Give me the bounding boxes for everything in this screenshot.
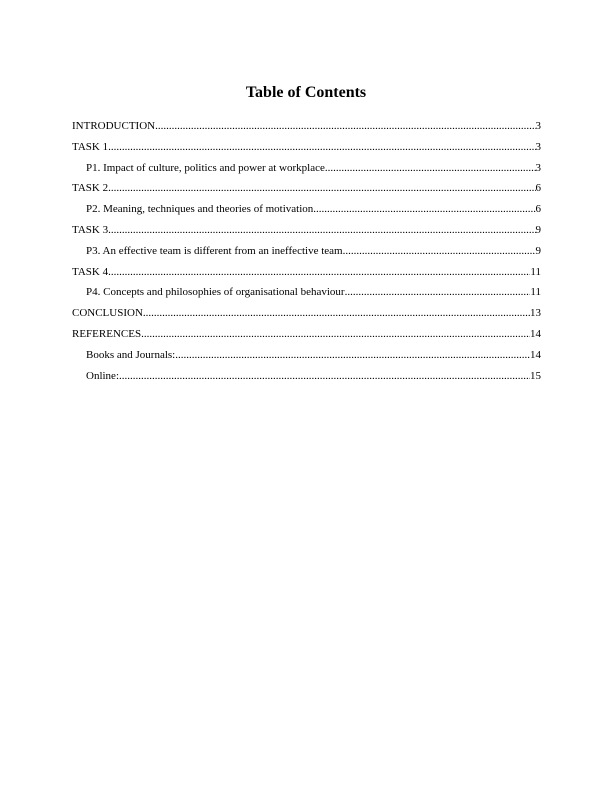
toc-entry-page: 14 [530,327,541,340]
toc-entry-p2[interactable] [72,199,541,220]
toc-entry-label: CONCLUSION [72,307,143,320]
dot-leader [143,303,530,324]
dot-leader [108,220,535,241]
toc-entry-label: Online: [86,369,119,382]
dot-leader [175,345,530,366]
toc-entry-label: P4. Concepts and philosophies of organisational behaviour [86,286,345,299]
toc-entry-task-1[interactable] [72,137,541,158]
toc-entry-books-and-journals[interactable] [72,345,541,366]
dot-leader [108,262,530,283]
dot-leader [119,366,530,387]
toc-entry-page: 6 [535,203,541,216]
dot-leader [108,178,535,199]
dot-leader [155,116,535,137]
toc-entry-p1[interactable] [72,158,541,179]
toc-entry-task-4[interactable] [72,262,541,283]
toc-entry-page: 11 [530,265,541,278]
toc-entry-page: 3 [535,140,541,153]
toc-entry-label: P3. An effective team is different from an ineffective team [86,244,343,257]
toc-entry-page: 6 [535,182,541,195]
toc-entry-p4[interactable] [72,282,541,303]
toc-entry-label: REFERENCES [72,327,142,340]
toc-entry-label: P1. Impact of culture, politics and power at workplace [86,161,325,174]
dot-leader [141,324,530,345]
toc-entry-task-2[interactable] [72,178,541,199]
dot-leader [108,137,535,158]
toc-entry-references[interactable] [72,324,541,345]
toc-entry-page: 3 [535,161,541,174]
toc-entry-label: Books and Journals: [86,348,176,361]
toc-entry-page: 9 [535,244,541,257]
toc-entry-introduction[interactable] [72,116,541,137]
dot-leader [325,158,536,179]
toc-entry-page: 3 [535,120,541,132]
toc-entry-task-3[interactable] [72,220,541,241]
toc-entry-label: TASK 1 [72,140,109,153]
toc-entry-online[interactable] [72,366,541,387]
dot-leader [345,282,531,303]
toc-title: Table of Contents [245,84,367,101]
toc-entry-label: TASK 3 [72,223,109,236]
toc-entry-page: 11 [530,286,541,299]
toc-entry-conclusion[interactable] [72,303,541,324]
toc-entry-page: 14 [530,348,541,361]
toc-entry-label: TASK 4 [72,265,109,278]
toc-entry-page: 9 [535,223,541,236]
dot-leader [343,241,536,262]
toc-entry-page: 15 [530,369,541,382]
toc-entry-p3[interactable] [72,241,541,262]
toc-list [72,116,541,386]
toc-entry-label: TASK 2 [72,182,109,195]
toc-entry-page: 13 [530,307,541,320]
dot-leader [313,199,535,220]
toc-entry-label: P2. Meaning, techniques and theories of motivation [86,203,314,216]
toc-entry-label: INTRODUCTION [72,120,156,132]
